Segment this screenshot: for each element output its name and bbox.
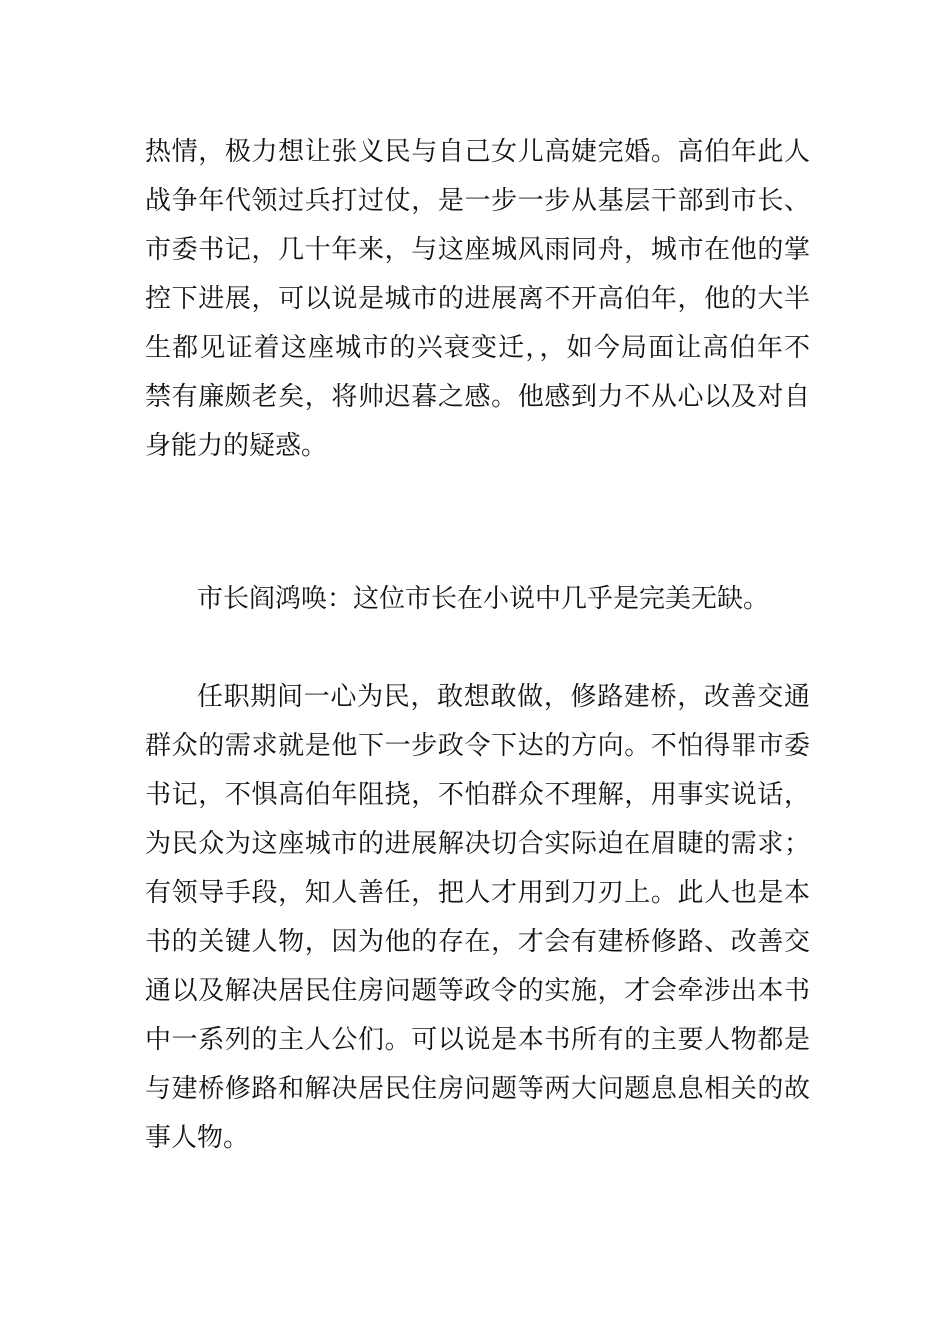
text-line: 市长阎鸿唤：这位市长在小说中几乎是完美无缺。 <box>197 584 770 614</box>
text-line: 通以及解决居民住房问题等政令的实施，才会牵涉出本书 <box>145 976 810 1006</box>
text-line: 为民众为这座城市的进展解决切合实际迫在眉睫的需求； <box>145 829 810 859</box>
text-line: 书记，不惧高伯年阻挠，不怕群众不理解，用事实说话， <box>145 780 810 810</box>
text-line: 任职期间一心为民，敢想敢做，修路建桥，改善交通 <box>197 682 810 712</box>
text-line: 书的关键人物，因为他的存在，才会有建桥修路、改善交 <box>145 927 810 957</box>
text-line: 中一系列的主人公们。可以说是本书所有的主要人物都是 <box>145 1025 810 1055</box>
text-line: 有领导手段，知人善任，把人才用到刀刃上。此人也是本 <box>145 878 810 908</box>
paragraph-gao-bonian <box>145 128 810 471</box>
text-line: 战争年代领过兵打过仗，是一步一步从基层干部到市长、 <box>145 186 810 216</box>
text-line: 市委书记，几十年来，与这座城风雨同舟，城市在他的掌 <box>145 235 810 265</box>
text-line: 身能力的疑惑。 <box>145 431 328 461</box>
paragraph-mayor-description <box>145 673 810 1163</box>
text-line: 与建桥修路和解决居民住房问题等两大问题息息相关的故 <box>145 1074 810 1104</box>
text-line: 事人物。 <box>145 1123 250 1153</box>
text-line: 群众的需求就是他下一步政令下达的方向。不怕得罪市委 <box>145 731 810 761</box>
text-line: 控下进展，可以说是城市的进展离不开高伯年，他的大半 <box>145 284 810 314</box>
text-line: 热情，极力想让张义民与自己女儿高婕完婚。高伯年此人 <box>145 137 810 167</box>
paragraph-mayor-heading <box>145 575 810 624</box>
text-line: 生都见证着这座城市的兴衰变迁，，如今局面让高伯年不 <box>145 333 810 363</box>
text-line: 禁有廉颇老矣，将帅迟暮之感。他感到力不从心以及对自 <box>145 382 810 412</box>
